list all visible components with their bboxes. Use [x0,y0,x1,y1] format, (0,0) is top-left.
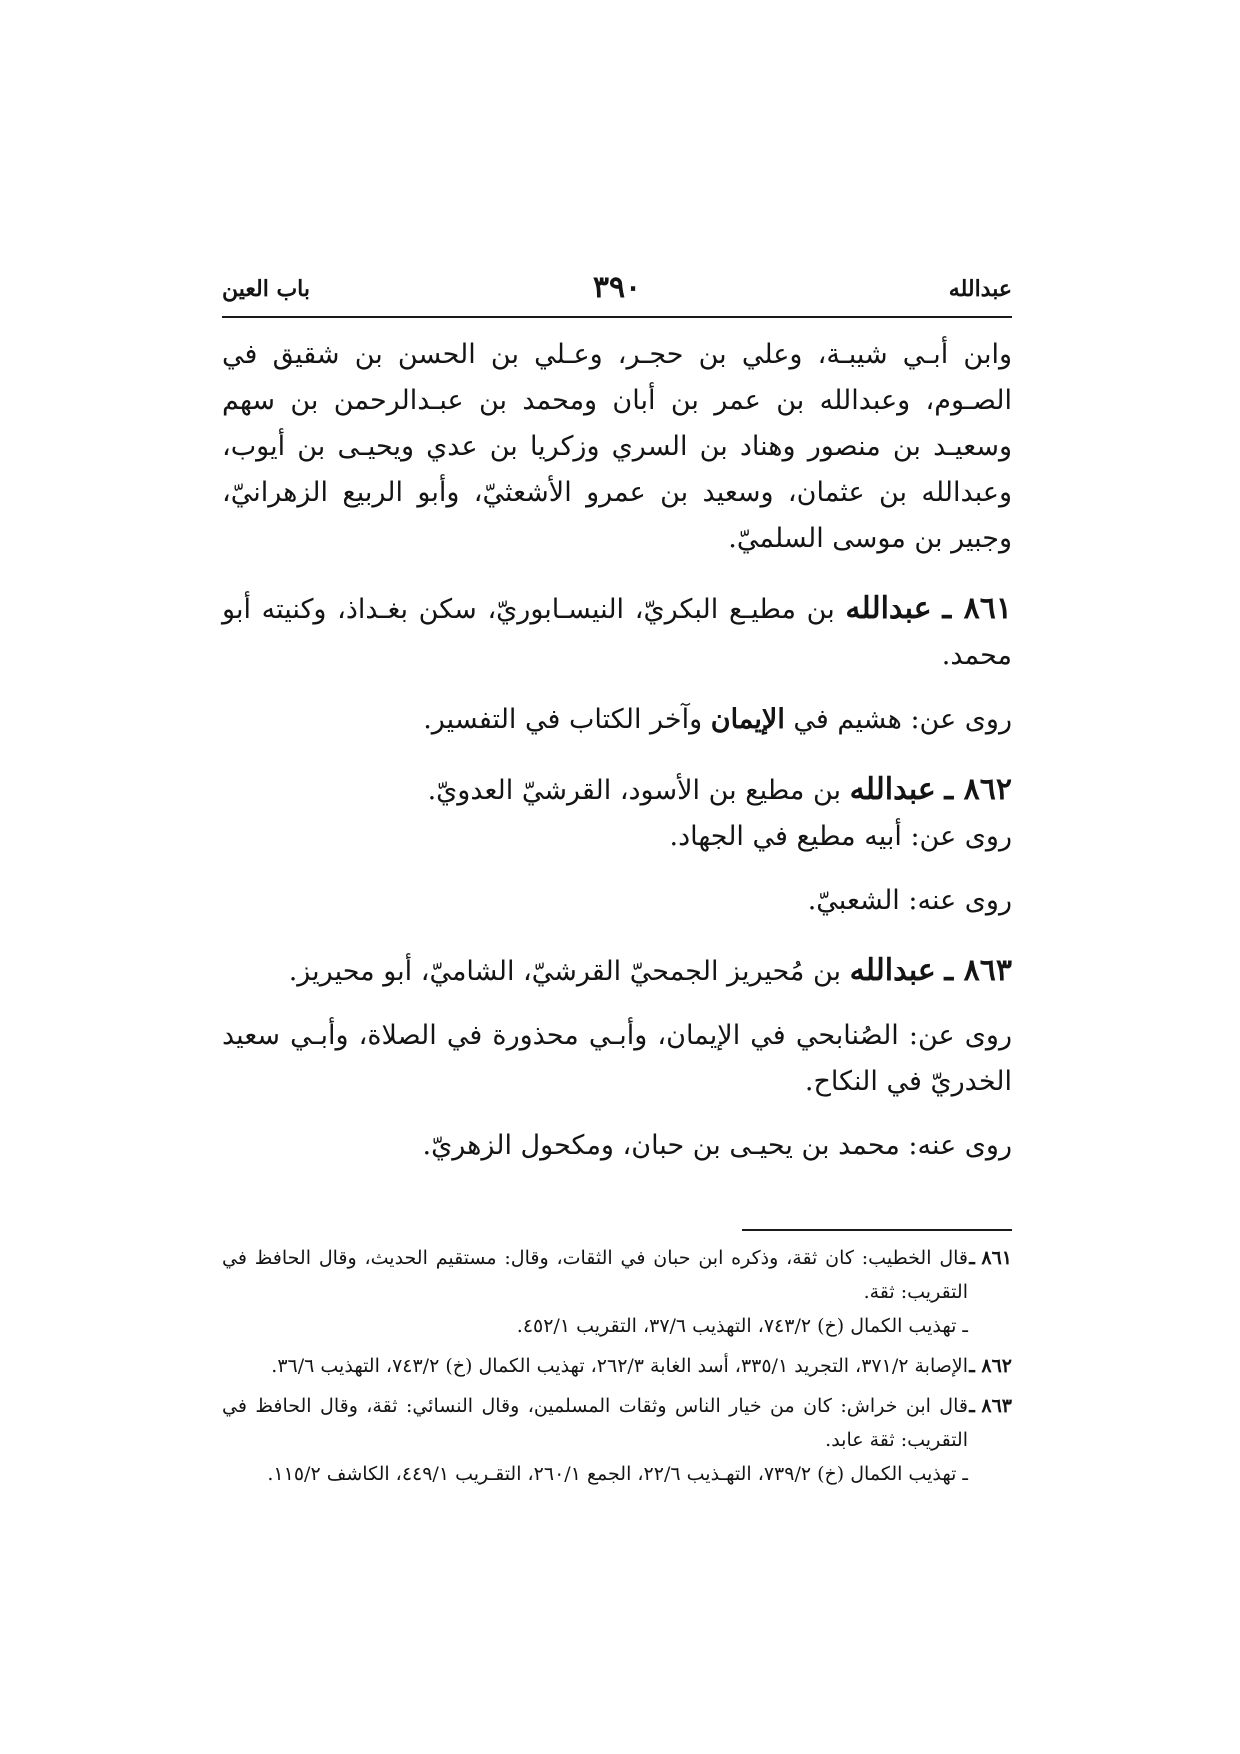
entry-862-heading [222,767,1012,814]
footnote-divider [742,1229,1012,1231]
continuation-paragraph: وابن أبـي شيبـة، وعلي بن حجـر، وعـلي بن الحسن بن شقيق في الصـوم، وعبدالله بن عمر بن أبان ومحمد بن عبـدالرحمن بن سهم وسعيـد بن منصور وهناد بن السري وزكريا بن عدي ويحيـى بن أيوب، وعبدالله بن عثمان، وسعيد بن عمرو الأشعثيّ، وأبو الربيع الزهرانيّ، وجبير بن موسى السلميّ. [222,339,1012,554]
entry-863-rawa-an: روى عن: الصُنابحي في الإيمان، وأبـي محذورة في الصلاة، وأبـي سعيد الخدريّ في النكاح. [222,1020,1012,1097]
entry-861-heading [222,586,1012,679]
footnote-861 [222,1241,1012,1343]
footnote-number: ٨٦٣ ـ [969,1395,1012,1417]
entry-name: عبدالله [849,953,936,988]
footnote-line: قال ابن خراش: كان من خيار الناس وثقات المسلمين، وقال النسائي: ثقة، وقال الحافظ في التقريب: ثقة عابد. [222,1395,968,1451]
footnote-863 [222,1389,1012,1491]
entry-intro: بن مطيع بن الأسود، القرشيّ العدويّ. [427,775,850,806]
entry-863-heading [222,948,1012,995]
page [222,270,1012,1491]
header-entry-name: عبدالله [948,276,1012,302]
entry-number: ٨٦٢ ـ [944,772,1012,807]
page-header [222,270,1012,318]
entry-862-rawa-an: روى عن: أبيه مطيع في الجهاد. [669,821,1012,852]
header-chapter-title: باب العين [222,276,311,302]
page-number: ٣٩٠ [592,270,642,305]
footnote-line: ـ تهذيب الكمال (خ) ٧٤٣/٢، التهذيب ٣٧/٦، التقريب ٤٥٢/١. [516,1315,968,1337]
footnote-body [222,1389,968,1491]
entry-number: ٨٦٣ ـ [944,953,1012,988]
main-text [222,332,1012,1169]
entry-intro: بن مُحيريز الجمحيّ القرشيّ، الشاميّ، أبو محيريز. [288,956,850,987]
rawa-an-text: روى عن: هشيم في [784,704,1012,735]
entry-862-rawa-anhu: روى عنه: الشعبيّ. [807,885,1012,916]
entry-name: عبدالله [845,591,932,626]
footnote-line: ـ تهذيب الكمال (خ) ٧٣٩/٢، التهـذيب ٢٢/٦، الجمع ٢٦٠/١، التقـريب ٤٤٩/١، الكاشف ١١٥/٢. [267,1463,968,1485]
footnote-body [222,1241,968,1343]
footnote-862 [222,1349,1012,1383]
entry-number: ٨٦١ ـ [942,591,1012,626]
footnote-line: الإصابة ٣٧١/٢، التجريد ٣٣٥/١، أسد الغابة ٢٦٢/٣، تهذيب الكمال (خ) ٧٤٣/٢، التهذيب ٣٦/٦. [271,1355,968,1377]
footnote-number: ٨٦٢ ـ [969,1355,1012,1377]
entry-863-rawa-anhu: روى عنه: محمد بن يحيـى بن حبان، ومكحول الزهريّ. [422,1130,1012,1161]
footnote-line: قال الخطيب: كان ثقة، وذكره ابن حبان في الثقات، وقال: مستقيم الحديث، وقال الحافظ في التقريب: ثقة. [222,1247,968,1303]
footnote-number: ٨٦١ ـ [969,1247,1012,1269]
footnotes [222,1241,1012,1491]
rawa-an-rest: وآخر الكتاب في التفسير. [423,704,711,735]
entry-name: عبدالله [849,772,936,807]
rawa-an-keyword: الإيمان [710,704,785,735]
entry-861-rawa-an [222,697,1012,743]
footnote-body [222,1349,968,1383]
entry-intro: بن مطيـع البكريّ، النيسـابوريّ، سكن بغـداذ، وكنيته أبو محمد. [222,594,1012,671]
